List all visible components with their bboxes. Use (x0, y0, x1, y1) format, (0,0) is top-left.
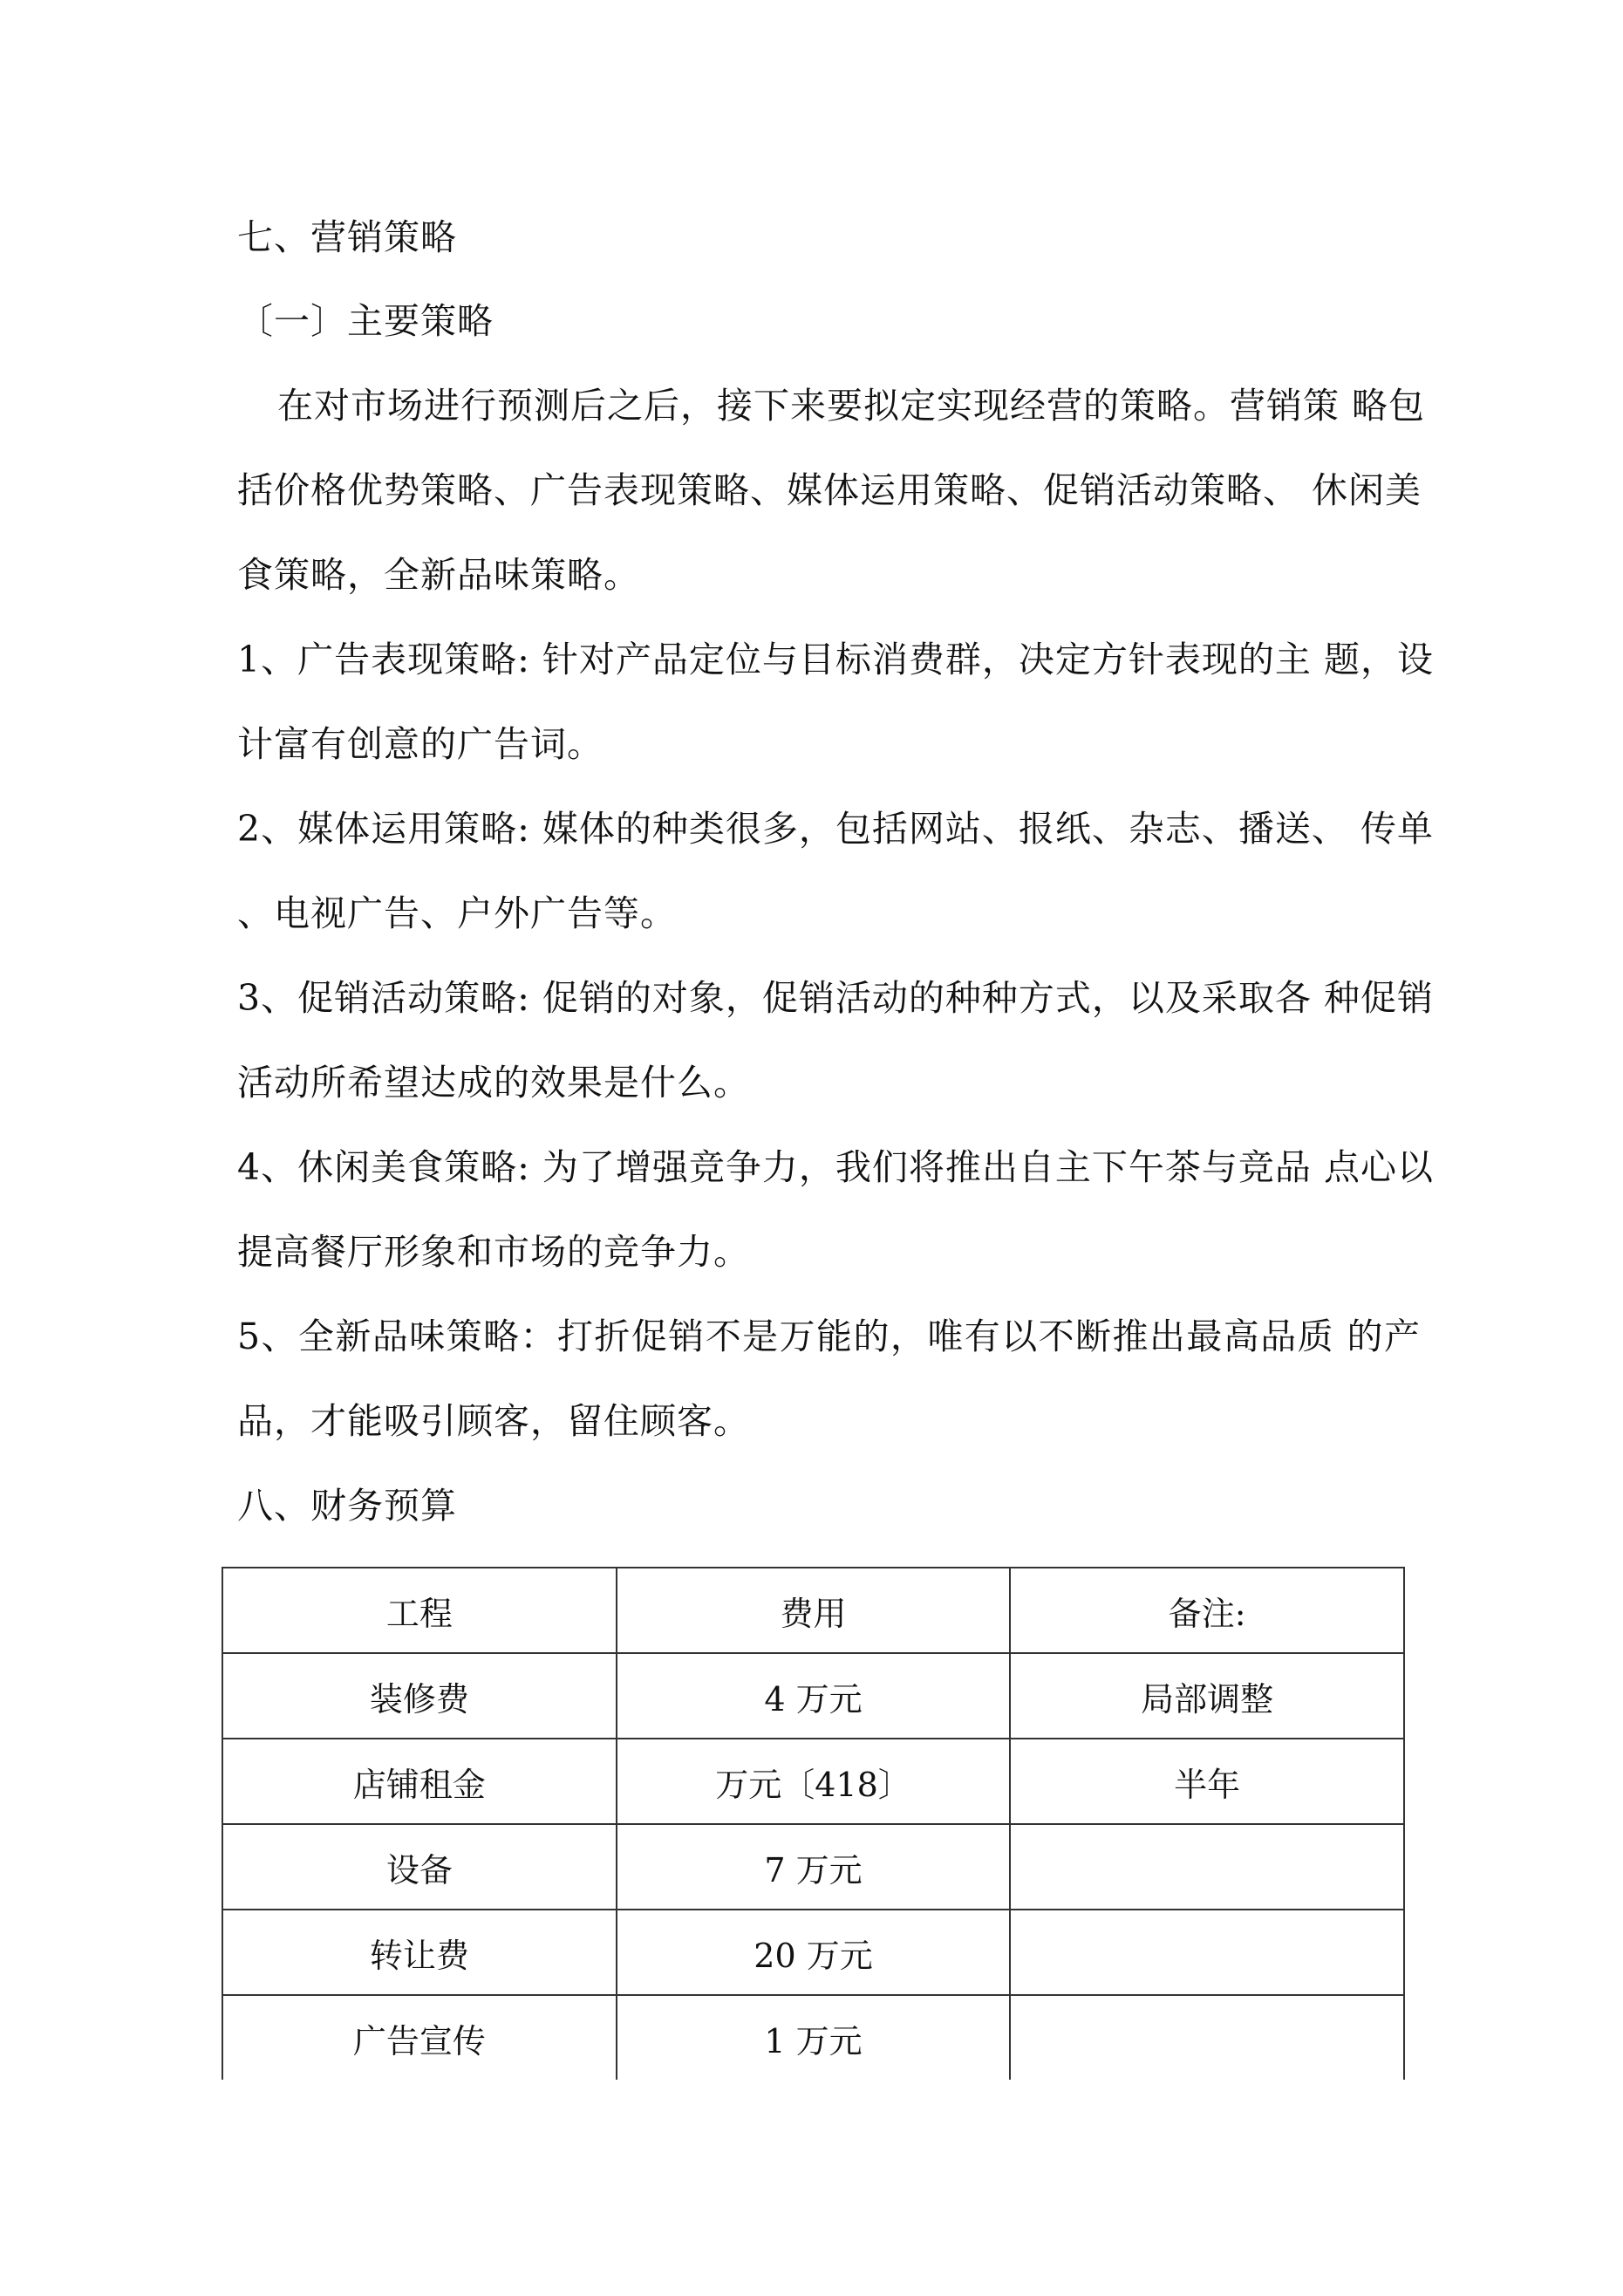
strategy-item-1-line-2: 计富有创意的广告词。 (237, 723, 604, 765)
strategy-item-3-line-1: 3、促销活动策略: 促销的对象，促销活动的种种方式，以及采取各 种促销 (237, 977, 1434, 1019)
table-cell (1010, 1910, 1404, 1995)
section-heading-marketing-strategy: 七、营销策略 (237, 216, 457, 258)
strategy-item-5-line-1: 5、全新品味策略：打折促销不是万能的，唯有以不断推出最高品质 的产 (237, 1315, 1421, 1357)
strategy-item-5-line-2: 品，才能吸引顾客，留住顾客。 (237, 1400, 750, 1442)
table-cell: 1 万元 (617, 1995, 1011, 2080)
budget-table (222, 1567, 1405, 2080)
intro-line-2: 括价格优势策略、广告表现策略、媒体运用策略、促销活动策略、 休闲美 (237, 469, 1422, 511)
table-cell: 装修费 (222, 1653, 617, 1739)
header-cell-cost: 费用 (617, 1568, 1011, 1653)
table-row (222, 1739, 1404, 1824)
table-cell: 7 万元 (617, 1824, 1011, 1910)
table-cell (1010, 1995, 1404, 2080)
strategy-item-4-line-1: 4、休闲美食策略: 为了增强竞争力，我们将推出自主下午茶与竞品 点心以 (237, 1146, 1434, 1188)
table-cell: 4 万元 (617, 1653, 1011, 1739)
header-cell-remarks: 备注: (1010, 1568, 1404, 1653)
table-row (222, 1995, 1404, 2080)
strategy-item-4-line-2: 提高餐厅形象和市场的竞争力。 (237, 1231, 750, 1273)
table-row (222, 1824, 1404, 1910)
header-cell-project: 工程 (222, 1568, 617, 1653)
table-cell: 广告宣传 (222, 1995, 617, 2080)
table-cell: 半年 (1010, 1739, 1404, 1824)
table-cell: 转让费 (222, 1910, 617, 1995)
table-cell: 局部调整 (1010, 1653, 1404, 1739)
table-cell: 店铺租金 (222, 1739, 617, 1824)
intro-line-1: 在对市场进行预测后之后，接下来要拟定实现经营的策略。营销策 略包 (277, 385, 1426, 427)
table-cell: 万元〔418〕 (617, 1739, 1011, 1824)
table-cell: 20 万元 (617, 1910, 1011, 1995)
section-heading-financial-budget: 八、财务预算 (237, 1485, 457, 1527)
strategy-item-3-line-2: 活动所希望达成的效果是什么。 (237, 1062, 750, 1104)
strategy-item-1-line-1: 1、广告表现策略: 针对产品定位与目标消费群，决定方针表现的主 题，设 (237, 639, 1434, 680)
subheading-main-strategy: 〔一〕主要策略 (237, 300, 494, 342)
intro-line-3: 食策略，全新品味策略。 (237, 554, 640, 596)
table-cell (1010, 1824, 1404, 1910)
table-header-row (222, 1568, 1404, 1653)
table-cell: 设备 (222, 1824, 617, 1910)
strategy-item-2-line-2: 、电视广告、户外广告等。 (237, 892, 677, 934)
table-row (222, 1910, 1404, 1995)
table-row (222, 1653, 1404, 1739)
strategy-item-2-line-1: 2、媒体运用策略: 媒体的种类很多，包括网站、报纸、杂志、播送、 传单 (237, 808, 1434, 850)
